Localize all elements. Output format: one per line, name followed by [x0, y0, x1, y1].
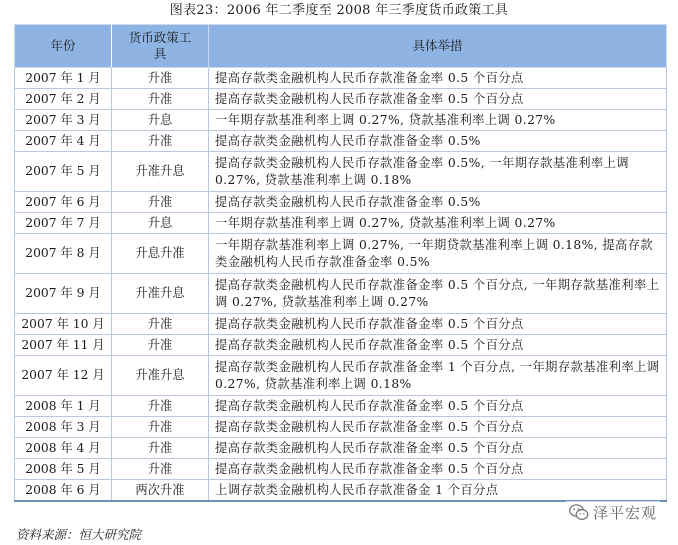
cell-tool: 升准	[112, 459, 209, 480]
table-row	[15, 438, 667, 459]
cell-measure: 提高存款类金融机构人民币存款准备金率 0.5%	[209, 192, 667, 213]
table-row	[15, 417, 667, 438]
table-row	[15, 396, 667, 417]
cell-tool: 升准	[112, 89, 209, 110]
table-header-row	[15, 25, 667, 68]
cell-measure: 提高存款类金融机构人民币存款准备金率 0.5 个百分点, 一年期存款基准利率上调 0.27%, 贷款基准利率上调 0.27%	[209, 274, 667, 314]
table-caption: 图表23：2006 年二季度至 2008 年三季度货币政策工具	[169, 3, 509, 18]
cell-measure: 提高存款类金融机构人民币存款准备金率 0.5 个百分点	[209, 417, 667, 438]
cell-measure: 提高存款类金融机构人民币存款准备金率 0.5 个百分点	[209, 89, 667, 110]
cell-measure: 提高存款类金融机构人民币存款准备金率 0.5 个百分点	[209, 335, 667, 356]
table-row	[15, 68, 667, 89]
cell-tool: 升准升息	[112, 356, 209, 396]
brand-name: 泽平宏观	[592, 504, 657, 522]
cell-tool: 两次升准	[112, 480, 209, 502]
table-row	[15, 314, 667, 335]
cell-measure: 提高存款类金融机构人民币存款准备金率 0.5%, 一年期存款基准利率上调 0.27%, 贷款基准利率上调 0.18%	[209, 152, 667, 192]
cell-measure: 提高存款类金融机构人民币存款准备金率 0.5 个百分点	[209, 438, 667, 459]
table-body	[15, 68, 667, 502]
table-row	[15, 152, 667, 192]
table-row	[15, 335, 667, 356]
cell-year: 2007 年 12 月	[15, 356, 112, 396]
table-row	[15, 110, 667, 131]
cell-year: 2007 年 3 月	[15, 110, 112, 131]
header-year: 年份	[15, 25, 112, 68]
source-note: 资料来源：恒大研究院	[16, 527, 142, 542]
cell-tool: 升息	[112, 110, 209, 131]
table-row	[15, 131, 667, 152]
cell-year: 2007 年 5 月	[15, 152, 112, 192]
cell-measure: 一年期存款基准利率上调 0.27%, 一年期贷款基准利率上调 0.18%, 提高存款类金融机构人民币存款准备金率 0.5%	[209, 234, 667, 274]
cell-measure: 提高存款类金融机构人民币存款准备金率 0.5 个百分点	[209, 314, 667, 335]
cell-year: 2008 年 4 月	[15, 438, 112, 459]
cell-measure: 提高存款类金融机构人民币存款准备金率 0.5 个百分点	[209, 396, 667, 417]
table-row	[15, 274, 667, 314]
cell-year: 2008 年 3 月	[15, 417, 112, 438]
cell-year: 2008 年 1 月	[15, 396, 112, 417]
cell-measure: 一年期存款基准利率上调 0.27%, 贷款基准利率上调 0.27%	[209, 213, 667, 234]
cell-measure: 提高存款类金融机构人民币存款准备金率 1 个百分点, 一年期存款基准利率上调 0.27%, 贷款基准利率上调 0.18%	[209, 356, 667, 396]
header-tool: 货币政策工 具	[112, 25, 209, 68]
table-row	[15, 213, 667, 234]
cell-tool: 升准	[112, 68, 209, 89]
policy-tools-table	[14, 24, 667, 502]
cell-year: 2008 年 6 月	[15, 480, 112, 502]
cell-measure: 上调存款类金融机构人民币存款准备金 1 个百分点	[209, 480, 667, 502]
cell-tool: 升息	[112, 213, 209, 234]
cell-measure: 一年期存款基准利率上调 0.27%, 贷款基准利率上调 0.27%	[209, 110, 667, 131]
cell-year: 2007 年 6 月	[15, 192, 112, 213]
cell-measure: 提高存款类金融机构人民币存款准备金率 0.5%	[209, 131, 667, 152]
table-row	[15, 192, 667, 213]
cell-year: 2007 年 8 月	[15, 234, 112, 274]
cell-measure: 提高存款类金融机构人民币存款准备金率 0.5 个百分点	[209, 68, 667, 89]
brand-watermark	[566, 501, 660, 524]
cell-tool: 升准	[112, 396, 209, 417]
cell-tool: 升准	[112, 131, 209, 152]
cell-year: 2008 年 5 月	[15, 459, 112, 480]
cell-tool: 升准	[112, 335, 209, 356]
cell-year: 2007 年 7 月	[15, 213, 112, 234]
table-row	[15, 480, 667, 502]
cell-tool: 升准	[112, 314, 209, 335]
cell-year: 2007 年 4 月	[15, 131, 112, 152]
cell-year: 2007 年 11 月	[15, 335, 112, 356]
cell-tool: 升准升息	[112, 274, 209, 314]
cell-tool: 升准	[112, 438, 209, 459]
wechat-icon	[569, 504, 589, 521]
cell-year: 2007 年 10 月	[15, 314, 112, 335]
table-row	[15, 89, 667, 110]
cell-tool: 升准升息	[112, 152, 209, 192]
table-row	[15, 234, 667, 274]
table-row	[15, 459, 667, 480]
cell-tool: 升息升准	[112, 234, 209, 274]
cell-tool: 升准	[112, 417, 209, 438]
table-row	[15, 356, 667, 396]
cell-year: 2007 年 1 月	[15, 68, 112, 89]
header-measure: 具体举措	[209, 25, 667, 68]
cell-measure: 提高存款类金融机构人民币存款准备金率 0.5 个百分点	[209, 459, 667, 480]
cell-year: 2007 年 9 月	[15, 274, 112, 314]
cell-year: 2007 年 2 月	[15, 89, 112, 110]
cell-tool: 升准	[112, 192, 209, 213]
